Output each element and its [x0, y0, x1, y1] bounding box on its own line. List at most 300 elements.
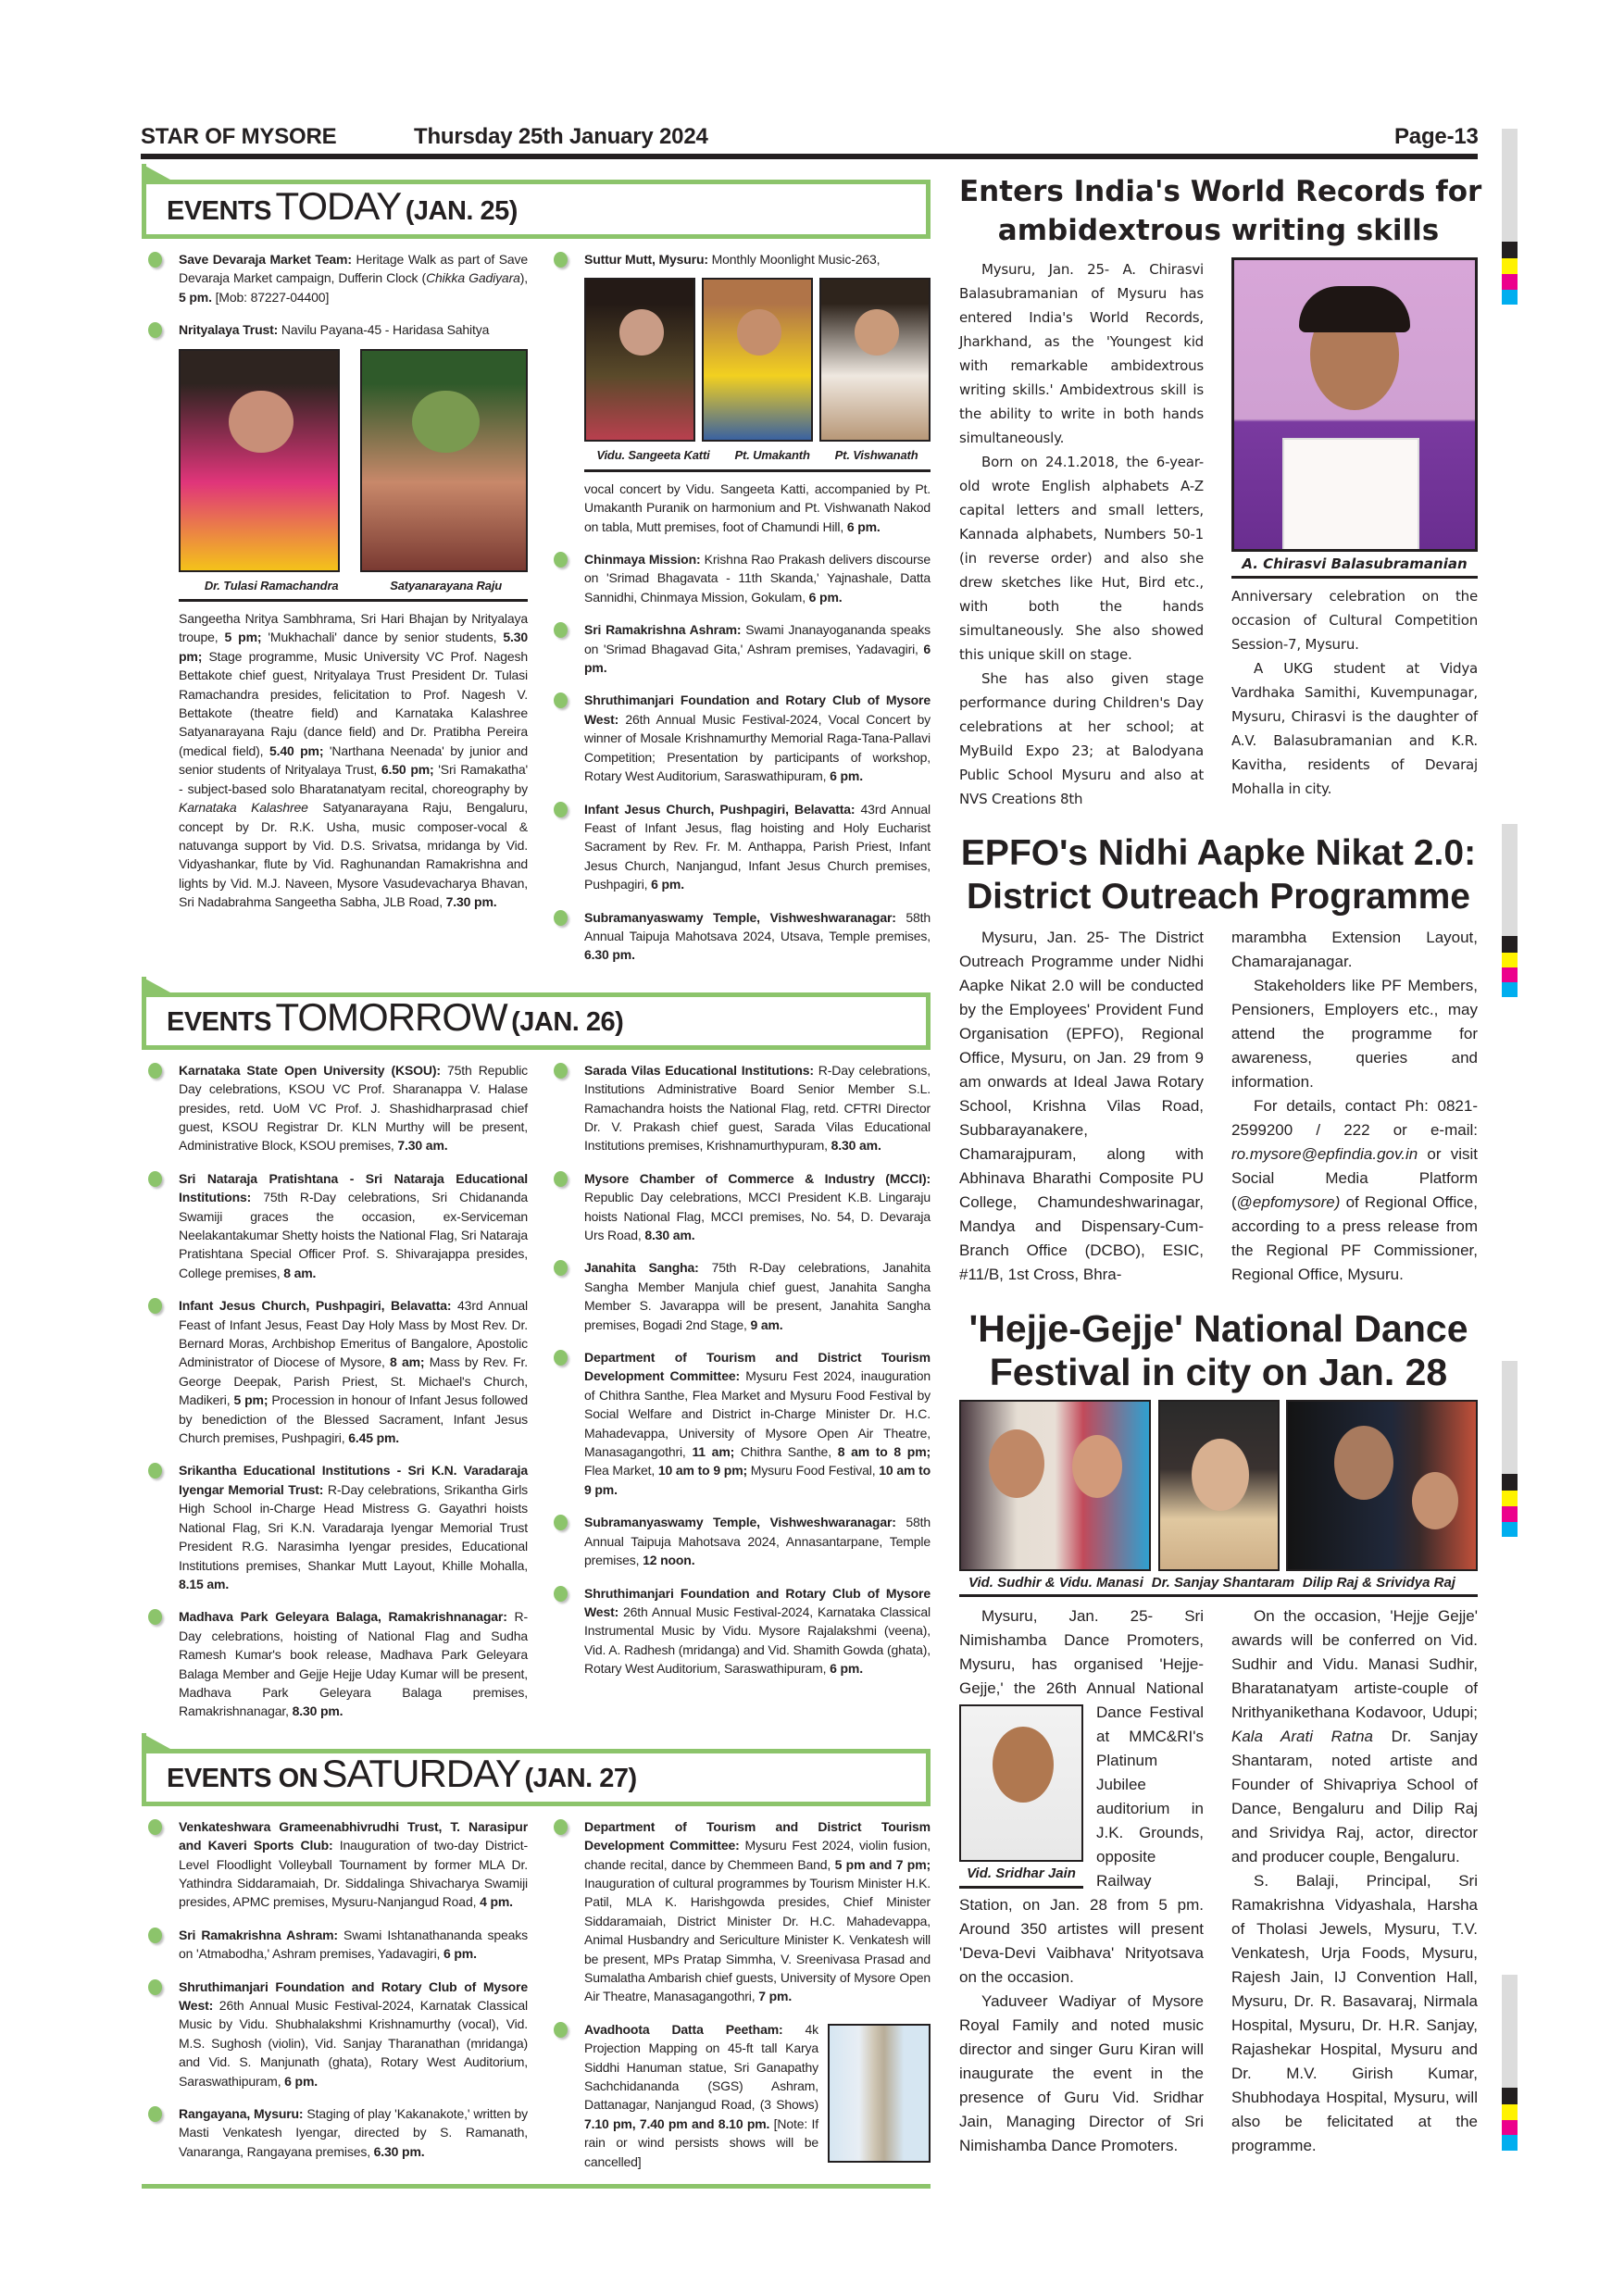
text: [Mob: 87227-04400] — [211, 289, 330, 305]
bold-text: Nrityalaya Trust: — [179, 322, 279, 338]
text: Krishna Rao Prakash delivers discourse on 'Srimad Bhagavata - 11th Skanda,' Yajnashale, Datta Sannidhi, Chinmaya Mission, Gokulam, — [584, 552, 931, 605]
bold-text: 5.40 pm; — [269, 742, 324, 758]
photo-row — [179, 349, 528, 572]
bold-text: Chinmaya Mission: — [584, 552, 701, 568]
event-description — [179, 1817, 528, 1912]
text: Dance Festival at MMC&RI's Platinum Jubilee auditorium in J.K. Grounds, opposite Railway Station, on Jan. 28 from 5 pm. Around 350 artistes will present 'Deva-Devi Vaibhava' Nrityotsava on the occasion. — [959, 1703, 1204, 1986]
article-body — [959, 257, 1478, 811]
text: R-Day celebrations, hoisting of National Flag and Sudha Ramesh Kumar's book release, Madhava Park Geleyara Balaga Member and Gejje Hejje Uday Kumar will be present, Madhava Park Geleyara Balaga premises, Ramakrishnanagar, — [179, 1609, 528, 1719]
event-description — [584, 1258, 931, 1334]
text: Flea Market, — [584, 1463, 658, 1479]
bold-text: Srikantha Educational Institutions - Sri K.N. Varadaraja Iyengar Memorial Trust: — [179, 1463, 528, 1497]
flag-decoration — [142, 164, 179, 184]
bold-text: Sri Ramakrishna Ashram: — [584, 622, 742, 638]
bold-text: 9 am. — [750, 1316, 783, 1332]
event-text — [179, 1926, 528, 1964]
bullet-icon — [148, 1063, 162, 1079]
bold-text: 10 am to 9 pm. — [584, 1463, 931, 1497]
article-records-col1 — [959, 257, 1204, 811]
bold-text: Department of Tourism and District Tourism Development Committee: — [584, 1350, 931, 1384]
event-text — [179, 1461, 528, 1593]
cyan-swatch — [1502, 290, 1518, 305]
article-body — [959, 926, 1478, 1287]
bold-text: 7.30 am. — [397, 1138, 448, 1154]
text: On the occasion, 'Hejje Gejje' awards will be conferred on Vid. Sudhir and Vidu. Manasi Sudhir, Bharatanatyam artiste-couple of Nrithyanikethana Kodavoor, Udupi; — [1231, 1607, 1478, 1721]
event-text — [584, 1061, 931, 1155]
event-description — [179, 1169, 528, 1282]
bold-text: 5.30 pm; — [179, 630, 529, 664]
text: Mysuru, Jan. 25- Sri Nimishamba Dance Promoters, Mysuru, has organised 'Hejje-Gejje,' the 26th Annual National — [959, 1607, 1204, 1697]
bullet-icon — [148, 1171, 162, 1187]
event-item — [148, 1978, 528, 2090]
bold-text: 6 pm. — [443, 1946, 477, 1962]
text: 75th R-Day celebrations, Sri Chidananda Swamiji graces the occasion, ex-Serviceman Neelakantakumar Shetty hoists the National Flag, Sri Nataraja Pratishtana Special Officer Prof. S. Shivarajappa presides, College premises, — [179, 1190, 528, 1280]
bold-text: Department of Tourism and District Tourism Development Committee: — [584, 1818, 931, 1853]
bold-text: 6 pm. — [651, 877, 684, 892]
face — [855, 309, 899, 356]
text: R-Day celebrations, Srikantha Girls High School in-Charge Head Mistress G. Gayathri hoists National Flag, Sri K.N. Varadaraja Iyengar Memorial Trust President R.G. Narasimha Iyengar presides, Educational Institutions premises, Shankar Mutt Layout, Khille Mohalla, — [179, 1481, 528, 1573]
text: 26th Annual Music Festival-2024, Vocal Concert by winner of Mosale Krishnamurthy Memorial Raga-Tana-Pallavi Competition; Presentation by participants of workshop, Rotary West Auditorium, Saraswathipuram, — [584, 711, 931, 784]
article-hejje-gejje — [959, 1307, 1478, 2158]
event-description — [584, 620, 931, 677]
bold-text: 8.30 am. — [644, 1228, 695, 1242]
section-header-today — [142, 180, 931, 239]
black-swatch — [1502, 242, 1518, 258]
event-description — [179, 1061, 528, 1155]
event-item — [554, 1513, 931, 1569]
event-description — [584, 800, 931, 894]
text: Mass by Rev. Fr. George Deepak, Parish Priest, St. Michael's Church, Madikeri, — [179, 1354, 529, 1408]
text: 'Sri Ramakatha' - subject-based solo Bharatanatyam recital, choreography by — [179, 762, 528, 796]
text: Republic Day celebrations, MCCI President K.B. Lingaraju hoists National Flag, MCCI premises, No. 54, D. Devaraja Urs Road, — [584, 1190, 931, 1242]
headline-line: District Outreach Programme — [966, 877, 1470, 917]
bold-text: Infant Jesus Church, Pushpagiri, Belavatta: — [179, 1298, 452, 1314]
masthead-rule — [141, 154, 1478, 159]
gray-bar — [1502, 824, 1518, 936]
event-photo — [360, 349, 528, 572]
event-text — [179, 1169, 528, 1282]
text: Inauguration of two-day District-Level Floodlight Volleyball Tournament by former MLA Dr. Yathindra Siddaramaiah, Dr. Siddalinga Shivacharya Swamiji presides, APMC premises, Mysuru-Nanjangud Road, — [179, 1838, 528, 1910]
hair — [1299, 286, 1410, 332]
bold-text: Save Devaraja Market Team: — [179, 252, 352, 267]
text: Dr. Sanjay Shantaram, noted artiste and Founder of Shivapriya School of Dance, Bengaluru and Dilip Raj and Srividya Raj, actor, director and producer couple, Bengaluru. — [1231, 1728, 1478, 1866]
event-item — [148, 1169, 528, 1282]
text: Procession in honour of Infant Jesus followed by benediction of the Blessed Sacrament, Infant Jesus Church premises, Pushpagiri, — [179, 1392, 529, 1446]
bold-text: 11 am; — [692, 1444, 735, 1460]
italic-text: Karnataka Kalashree — [179, 800, 308, 816]
gray-bar — [1502, 1361, 1518, 1474]
photo-chirasvi — [1231, 257, 1478, 552]
event-text — [179, 2104, 528, 2161]
bold-text: 6 pm. — [284, 2073, 318, 2089]
event-text — [584, 1584, 931, 1678]
yellow-swatch — [1502, 1491, 1518, 1506]
text: 4k Projection Mapping on 45-ft tall Karya Siddhi Hanuman statue, Sri Ganapathy Sachchidananda (SGS) Ashram, Dattanagar, Nanjangud Road, (3 Shows) — [584, 2021, 818, 2113]
face — [1192, 1439, 1249, 1511]
event-text — [584, 1348, 931, 1499]
bold-text: 12 noon. — [643, 1553, 695, 1568]
section-title-main: TOMORROW — [275, 994, 507, 1039]
event-item — [554, 550, 931, 606]
event-description — [584, 550, 931, 606]
events-tomorrow-right — [554, 1061, 931, 1678]
flag-decoration — [142, 1733, 179, 1753]
bold-text: 10 am to 9 pm; — [657, 1463, 748, 1479]
text: vocal concert by Vidu. Sangeeta Katti, accompanied by Pt. Umakanth Puranik on harmonium and Pt. Vishwanath Nakod on tabla, Mutt premises, foot of Chamundi Hill, — [584, 480, 931, 534]
text: 26th Annual Music Festival-2024, Karnataka Classical Instrumental Music by Vidu. Mysore Rajalakshmi (veena), Vid. A. Radhesh (mridanga) and Vid. Shamith Gowda (ghata), Rotary West Auditorium, Saraswathipuram, — [584, 1603, 931, 1677]
bullet-icon — [554, 1819, 568, 1835]
bullet-icon — [554, 1063, 568, 1079]
text: 58th Annual Taipuja Mahotsava 2024, Utsava, Temple premises, — [584, 909, 931, 943]
bullet-icon — [148, 1609, 162, 1625]
headline-line: ambidextrous writing skills — [997, 214, 1440, 247]
section-title-main: TODAY — [275, 184, 402, 228]
certificate — [1282, 438, 1419, 552]
text: Mysuru Fest 2024, inauguration of Chithra Santhe, Flea Market and Mysuru Food Festival by Social Welfare and District in-Charge Minister Dr. H.C. Mahadevappa, University of Mysore Open Air Theatre, Manasagangothri, — [584, 1368, 931, 1460]
magenta-swatch — [1502, 967, 1518, 982]
face — [1334, 1426, 1393, 1500]
bold-text: Infant Jesus Church, Pushpagiri, Belavatta: — [584, 801, 856, 817]
bold-text: 5 pm; — [233, 1392, 269, 1408]
event-description — [179, 320, 528, 339]
bold-text: 6 pm. — [830, 768, 863, 784]
cyan-swatch — [1502, 2135, 1518, 2151]
gray-bar — [1502, 1975, 1518, 2088]
event-item — [148, 1817, 528, 1912]
text: [Note: If rain or wind persists shows will be cancelled] — [584, 2115, 818, 2169]
events-saturday-left — [148, 1817, 528, 2162]
magenta-swatch — [1502, 1506, 1518, 1522]
event-item — [148, 1607, 528, 1720]
event-description — [584, 1348, 931, 1499]
bold-text: Mysore Chamber of Commerce & Industry (MCCI): — [584, 1170, 931, 1186]
magenta-swatch — [1502, 274, 1518, 290]
bold-text: Karnataka State Open University (KSOU): — [179, 1062, 441, 1078]
photo-sridhar-jain — [959, 1704, 1083, 1862]
headline-epfo — [959, 831, 1478, 918]
paragraph: Stakeholders like PF Members, Pensioners, Employers etc., may attend the programme for awareness, queries and information. — [1231, 977, 1478, 1091]
event-description — [584, 480, 931, 536]
text: Swami Ishtanathananda speaks on 'Atmabodha,' Ashram premises, Yadavagiri, — [179, 1927, 528, 1962]
text: Mysuru Food Festival, — [747, 1463, 880, 1479]
bold-text: Shruthimanjari Foundation and Rotary Club of Mysore West: — [584, 693, 931, 727]
events-column — [142, 180, 931, 2189]
event-photo — [819, 278, 931, 442]
article-world-records — [959, 172, 1482, 811]
section-title-main: SATURDAY — [321, 1751, 521, 1795]
face — [989, 1429, 1044, 1498]
text: Swami Jnanayogananda speaks on 'Srimad Bhagavad Gita,' Ashram premises, Yadavagiri, — [584, 622, 931, 656]
headline-line: Enters India's World Records for — [959, 175, 1482, 208]
event-text — [179, 1817, 528, 1912]
event-item — [554, 620, 931, 677]
bullet-icon — [554, 1171, 568, 1187]
italic-text: Chikka Gadiyara — [426, 270, 520, 286]
events-saturday-right — [554, 1817, 931, 2171]
article-epfo-col2 — [1231, 926, 1478, 1287]
event-item — [554, 1169, 931, 1245]
photo-sanjay-shantaram — [1158, 1400, 1280, 1571]
event-text — [179, 1296, 528, 1447]
articles-column — [959, 172, 1482, 2158]
section-title-prefix: EVENTS — [167, 1006, 272, 1037]
section-title-prefix: EVENTS — [167, 196, 272, 226]
bold-text: 8.30 pm. — [292, 1703, 344, 1719]
paragraph: S. Balaji, Principal, Sri Ramakrishna Vidyashala, Harsha of Tholasi Jewels, Mysuru, T.V. Venkatesh, Urja Foods, Mysuru, Rajesh Jain, IJ Convention Hall, Mysuru, Dr. R. Basavaraj, Nirmala Hospital, Mysuru, Dr. H.R. Sanjay, Rajashekar Hospital, Mysuru and Dr. M.V. Girish Kumar, Shubhodaya Hospital, Mysuru, will also be felicitated at the programme. — [1231, 1872, 1478, 2154]
photo-captions — [959, 1571, 1478, 1597]
text: 'Narthana Neenada' by junior and senior students of Nrityalaya Trust, — [179, 742, 528, 778]
bold-text: Sri Ramakrishna Ashram: — [179, 1927, 338, 1942]
event-description — [584, 1584, 931, 1678]
bold-text: Venkateshwara Grameenabhivrudhi Trust, T. Narasipur and Kaveri Sports Club: — [179, 1818, 528, 1853]
event-item — [148, 1926, 528, 1964]
bold-text: 6 pm. — [830, 1661, 863, 1677]
article-records-col2 — [1231, 257, 1478, 801]
text: Chithra Santhe, — [734, 1444, 838, 1460]
text: Staging of play 'Kakanakote,' written by Masti Venkatesh Iyengar, directed by S. Ramanath, Vanaranga, Rangayana premises, — [179, 2106, 528, 2159]
bold-text: 6 pm. — [584, 641, 931, 676]
bold-text: 6.45 pm. — [348, 1430, 400, 1446]
inset-photo-sridhar-jain — [959, 1704, 1083, 1889]
event-item — [554, 1584, 931, 1678]
event-item — [554, 2020, 931, 2171]
event-text — [584, 2020, 931, 2171]
event-item — [554, 691, 931, 785]
event-description — [179, 1978, 528, 2090]
photo-hanuman-statue — [828, 2024, 931, 2163]
bullet-icon — [148, 322, 162, 338]
text: 75th Republic Day celebrations, KSOU VC Prof. Sharanappa V. Halase presides, retd. UoM VC Prof. J. Shashidharprasad chief guest, KSOU Registrar Dr. KLN Murthy will be present, Administrative Block, KSOU premises, — [179, 1062, 529, 1154]
event-item — [554, 908, 931, 965]
bullet-icon — [554, 802, 568, 817]
events-tomorrow-left — [148, 1061, 528, 1721]
section-bottom-rule — [142, 2184, 931, 2189]
event-item — [148, 320, 528, 911]
bullet-icon — [148, 1298, 162, 1314]
event-description — [584, 1061, 931, 1155]
text: Stage programme, Music University VC Prof. Nagesh Bettakote chief guest, Nrityalaya Trust President Dr. Tulasi Ramachandra presides, felicitation to Prof. Nagesh V. Bettakote (theatre field) and Karnataka Kalashree Satyanarayana Raju (dance field) and Dr. Pratibha Pereira (medical field), — [179, 648, 528, 758]
bullet-icon — [148, 1819, 162, 1835]
bold-text: 8.15 am. — [179, 1576, 230, 1591]
headline-world-records — [959, 172, 1482, 250]
paragraph: marambha Extension Layout, Chamarajanagar. — [1231, 929, 1478, 970]
bullet-icon — [554, 252, 568, 268]
bullet-icon — [148, 2106, 162, 2122]
section-title-date: (JAN. 26) — [511, 1006, 624, 1037]
black-swatch — [1502, 2088, 1518, 2104]
bold-text: 7.10 pm, 7.40 pm and 8.10 pm. — [584, 2115, 770, 2131]
event-item — [554, 1061, 931, 1155]
event-description — [179, 250, 528, 306]
event-item — [148, 1296, 528, 1447]
bold-text: 5 pm; — [224, 630, 262, 645]
bold-text: 8 am. — [283, 1265, 317, 1280]
section-title-date: (JAN. 27) — [524, 1763, 637, 1793]
event-text — [179, 1061, 528, 1155]
event-description — [179, 609, 528, 912]
bullet-icon — [554, 693, 568, 708]
face — [737, 309, 781, 356]
article-dance-col2 — [1231, 1604, 1478, 2158]
paragraph — [959, 1604, 1204, 1990]
photo-row — [584, 278, 931, 442]
photo-captions — [179, 572, 528, 602]
photo-caption: Vidu. Sangeeta Katti — [596, 448, 710, 463]
event-text — [584, 1169, 931, 1245]
page-number: Page-13 — [1394, 124, 1479, 149]
bullet-icon — [554, 1260, 568, 1276]
text: Mysuru Fest 2024, violin fusion, chande recital, dance by Chemmeen Band, — [584, 1838, 931, 1872]
bold-text: Janahita Sangha: — [584, 1260, 699, 1276]
bullet-icon — [554, 1515, 568, 1530]
bold-text: 6 pm. — [808, 589, 843, 605]
face — [619, 309, 664, 356]
headline-line: 'Hejje-Gejje' National Dance — [968, 1307, 1468, 1350]
photo-row — [959, 1400, 1478, 1571]
bold-text: Subramanyaswamy Temple, Vishweshwaranagar: — [584, 909, 896, 925]
bullet-icon — [554, 622, 568, 638]
event-description — [584, 1169, 931, 1245]
section-title-date: (JAN. 25) — [405, 196, 518, 226]
paragraph: Mysuru, Jan. 25- The District Outreach Programme under Nidhi Aapke Nikat 2.0 will be conducted by the Employees' Provident Fund Organisation (EPFO), Regional Office, Mysuru, on Jan. 29 from 9 am onwards at Ideal Jawa Rotary School, Krishna Vilas Road, Subbarayanakere, Chamarajpuram, along with Abhinava Bharathi Composite PU College, Chamundeshwarinagar, Mandya and Dispensary-Cum-Branch Office (DCBO), ESIC, #11/B, 1st Cross, Bhra- — [959, 929, 1204, 1283]
paragraph: Anniversary celebration on the occasion of Cultural Competition Session-7, Mysuru. — [1231, 588, 1478, 653]
event-text — [584, 908, 931, 965]
bold-text: 6.30 pm. — [373, 2143, 425, 2159]
photo-captions — [584, 442, 931, 471]
bullet-icon — [554, 1586, 568, 1602]
text: Sangeetha Nritya Sambhrama, Sri Hari Bhajan by Nrityalaya troupe, — [179, 611, 528, 645]
event-description — [179, 2104, 528, 2161]
event-text — [179, 1978, 528, 2090]
bold-text: 7.30 pm. — [445, 894, 497, 910]
bullet-icon — [554, 2022, 568, 2038]
bold-text: 5 pm and 7 pm; — [834, 1856, 931, 1872]
events-today-left — [148, 250, 528, 912]
event-description — [584, 1817, 931, 2006]
text: 58th Annual Taipuja Mahotsava 2024, Annasantarpane, Temple premises, — [584, 1515, 931, 1568]
article-dance-col1 — [959, 1604, 1204, 2158]
event-text — [179, 250, 528, 306]
event-text — [584, 250, 931, 536]
article-epfo — [959, 831, 1478, 1287]
event-text — [584, 620, 931, 677]
bold-text: Shruthimanjari Foundation and Rotary Club of Mysore West: — [584, 1585, 931, 1619]
photo-caption: Vid. Sridhar Jain — [959, 1862, 1083, 1889]
black-swatch — [1502, 936, 1518, 953]
section-title-prefix: EVENTS ON — [167, 1763, 319, 1793]
event-text — [584, 1258, 931, 1334]
headline-hejje-gejje — [959, 1307, 1478, 1394]
bold-text: 6 pm. — [846, 518, 881, 534]
paragraph — [1231, 1604, 1478, 1869]
bold-text: Madhava Park Geleyara Balaga, Ramakrishnanagar: — [179, 1609, 507, 1625]
event-item — [148, 250, 528, 306]
event-photo — [702, 278, 813, 442]
text: 43rd Annual Feast of Infant Jesus, flag hoisting and Holy Eucharist Sacrament by Rev. Fr. M. Anthappa, Parish Priest, Infant Jesus Church, Nanjangud, Infant Jesus Church premises, Pushpagiri, — [584, 801, 931, 892]
event-text — [584, 1513, 931, 1569]
bullet-icon — [554, 1350, 568, 1366]
bullet-icon — [148, 1463, 162, 1479]
article-body — [959, 1604, 1478, 2158]
text: For details, contact Ph: 0821-2599200 / 222 or e-mail: — [1231, 1097, 1478, 1139]
article-records-col2-text — [1231, 584, 1478, 801]
paragraph: A UKG student at Vidya Vardhaka Samithi, Kuvempunagar, Mysuru, Chirasvi is the daughter of A.V. Balasubramanian and K.R. Kavitha, residents of Devaraj Mohalla in city. — [1231, 660, 1478, 797]
italic-text: ro.mysore@epfindia.gov.in — [1231, 1145, 1418, 1163]
event-description — [179, 1607, 528, 1720]
face — [412, 391, 479, 453]
photo-caption: Dr. Sanjay Shantaram — [1151, 1575, 1295, 1591]
text: 'Mukhachali' dance by senior students, — [261, 630, 504, 645]
event-description — [179, 1461, 528, 1593]
bold-text: Subramanyaswamy Temple, Vishweshwaranagar: — [584, 1515, 896, 1530]
text: 75th R-Day celebrations, Janahita Sangha Member Manjula chief guest, Janahita Sangha Member S. Javarappa will be present, Janahita Sangha premises, Bogadi 2nd Stage, — [584, 1260, 931, 1332]
yellow-swatch — [1502, 953, 1518, 967]
bold-text: 4 pm. — [480, 1894, 513, 1910]
bullet-icon — [148, 252, 162, 268]
text: Navilu Payana-45 - Haridasa Sahitya — [278, 322, 490, 338]
text: or visit Social Media Platform (@ — [1231, 1145, 1478, 1211]
event-text — [179, 320, 528, 911]
event-description — [584, 250, 931, 268]
bold-text: 8 am to 8 pm; — [837, 1444, 931, 1460]
event-item — [554, 1817, 931, 2006]
bullet-icon — [148, 1979, 162, 1995]
text: Satyanarayana Raju, Bengaluru, concept by Dr. R.K. Usha, music composer-vocal & natuvanga support by Vid. D.S. Srivatsa, mridanga by Vid. Vidyashankar, flute by Vid. Raghunandan Ramakrishna and lights by Vid. M.J. Naveen, Mysore Vasudevacharya Bhavan, Sri Nadabrahma Sangeetha Sabha, JLB Road, — [179, 800, 528, 910]
section-header-saturday — [142, 1749, 931, 1806]
face — [1072, 1435, 1122, 1498]
bold-text: 6.30 pm. — [584, 947, 635, 963]
event-text — [584, 550, 931, 606]
paragraph: Mysuru, Jan. 25- A. Chirasvi Balasubramanian of Mysuru has entered India's World Records, Jharkhand, as the 'Youngest kid with remarkable ambidextrous writing skills.' Ambidextrous skill is the ability to write in both hands simultaneously. — [959, 261, 1204, 446]
event-item — [554, 800, 931, 894]
photo-caption: Dr. Tulasi Ramachandra — [204, 578, 339, 593]
text: Heritage Walk as part of Save Devaraja Market campaign, Dufferin Clock ( — [179, 252, 529, 286]
bold-text: Shruthimanjari Foundation and Rotary Club of Mysore West: — [179, 1978, 528, 2013]
section-header-tomorrow — [142, 992, 931, 1050]
black-swatch — [1502, 1474, 1518, 1491]
text: of Regional Office, according to a press release from the Regional PF Commissioner, Regional Office, Mysuru. — [1231, 1193, 1478, 1283]
event-description — [584, 908, 931, 965]
yellow-swatch — [1502, 2104, 1518, 2120]
cyan-swatch — [1502, 1522, 1518, 1537]
events-today — [142, 250, 931, 965]
photo-caption: Vid. Sudhir & Vidu. Manasi — [968, 1575, 1143, 1591]
event-item — [554, 1348, 931, 1499]
magenta-swatch — [1502, 2120, 1518, 2135]
bold-text: Avadhoota Datta Peetham: — [584, 2021, 783, 2037]
event-item — [554, 1258, 931, 1334]
paragraph — [1231, 1094, 1478, 1287]
bold-text: 8.30 am. — [831, 1138, 881, 1154]
text: Inauguration of cultural programmes by Tourism Minister H.K. Patil, MLA K. Harishgowda presides, Chief Minister Siddaramaiah, District Minister Dr. H.C. Mahadevappa, Animal Husbandry and Sericulture Minister K. Venkatesh will be present, MPs Pratap Simmha, V. Sreenivasa Prasad and Sumalatha Ambarish chief guests, University of Mysore Open Air Theatre, Manasagangothri, — [584, 1875, 931, 2004]
events-saturday — [142, 1817, 931, 2171]
event-text — [584, 1817, 931, 2006]
photo-caption: A. Chirasvi Balasubramanian — [1231, 552, 1478, 579]
event-item — [554, 250, 931, 536]
face — [993, 1727, 1054, 1803]
photo-caption: Dilip Raj & Srividya Raj — [1302, 1575, 1455, 1591]
event-photo — [584, 278, 695, 442]
events-today-right — [554, 250, 931, 965]
paragraph: Yaduveer Wadiyar of Mysore Royal Family and noted music director and singer Guru Kiran will inaugurate the event in the presence of Guru Vid. Sridhar Jain, Managing Director of Sri Nimishamba Dance Promoters. — [959, 1992, 1204, 2154]
headline-line: EPFO's Nidhi Aapke Nikat 2.0: — [960, 833, 1477, 873]
photo-dilip-srividya — [1286, 1400, 1478, 1571]
text: 26th Annual Music Festival-2024, Karnatak Classical Music by Vidu. Shubhalakshmi Krishnamurthy (vocal), Vid. M.S. Sughosh (violin), Vid. Sanjay Tharanathan (mridanga) and Vid. S. Manjunath (ghata), Rotary West Auditorium, Saraswathipuram, — [179, 1998, 528, 2089]
event-description — [584, 691, 931, 785]
text: R-Day celebrations, Institutions Administrative Board Senior Member S.L. Ramachandra hoists the National Flag, retd. CFTRI Director Dr. V. Prakash chief guest, Sarada Vilas Educational Institutions premises, Krishnamurthypuram, — [584, 1062, 931, 1154]
paragraph: She has also given stage performance during Children's Day celebrations at her school; at MyBuild Expo 23; at Balodyana Public School Mysuru and also at NVS Creations 8th — [959, 670, 1204, 807]
bullet-icon — [554, 910, 568, 926]
